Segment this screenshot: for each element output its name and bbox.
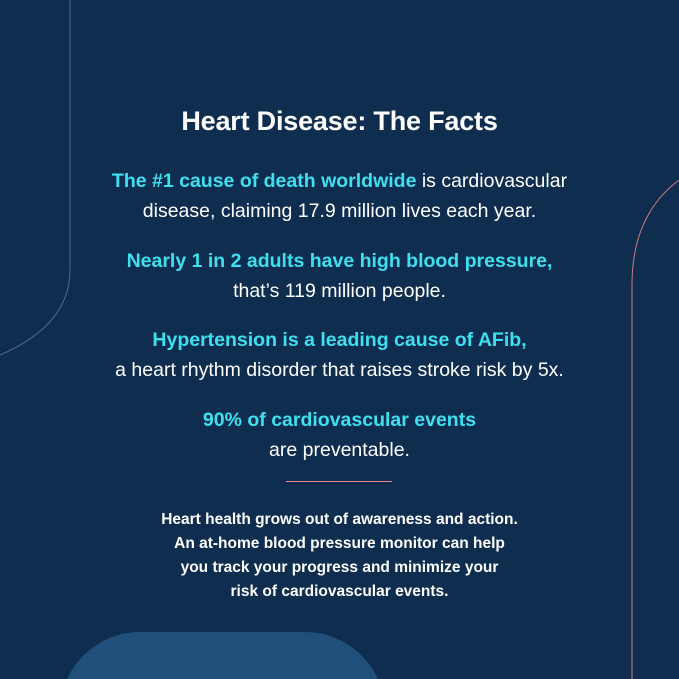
fact-3-highlight: Hypertension is a leading cause of AFib, bbox=[152, 329, 527, 351]
fact-preventable bbox=[0, 405, 679, 465]
closing-line-3: you track your progress and minimize your bbox=[180, 559, 499, 576]
fact-3-line-2: a heart rhythm disorder that raises stroke risk by 5x. bbox=[115, 359, 564, 381]
page-title: Heart Disease: The Facts bbox=[181, 106, 498, 136]
fact-4-line-2: are preventable. bbox=[269, 439, 410, 461]
fact-1-rest: is cardiovascular bbox=[416, 170, 568, 192]
divider-line bbox=[286, 481, 392, 482]
fact-1-line-1 bbox=[0, 166, 679, 196]
fact-4-highlight: 90% of cardiovascular events bbox=[202, 409, 477, 431]
fact-afib bbox=[0, 325, 679, 385]
fact-2-highlight: Nearly 1 in 2 adults have high blood pressure, bbox=[126, 250, 553, 272]
closing-line-1: Heart health grows out of awareness and action. bbox=[161, 511, 518, 528]
fact-1-highlight: The #1 cause of death worldwide bbox=[111, 170, 417, 192]
fact-2-line-2: that’s 119 million people. bbox=[233, 280, 446, 302]
fact-death-cause bbox=[0, 166, 679, 226]
fact-1-line-2: disease, claiming 17.9 million lives each year. bbox=[142, 200, 537, 222]
closing-statement bbox=[0, 508, 679, 604]
fact-blood-pressure bbox=[0, 246, 679, 306]
closing-line-4: risk of cardiovascular events. bbox=[230, 583, 449, 600]
closing-line-2: An at-home blood pressure monitor can help bbox=[174, 535, 505, 552]
